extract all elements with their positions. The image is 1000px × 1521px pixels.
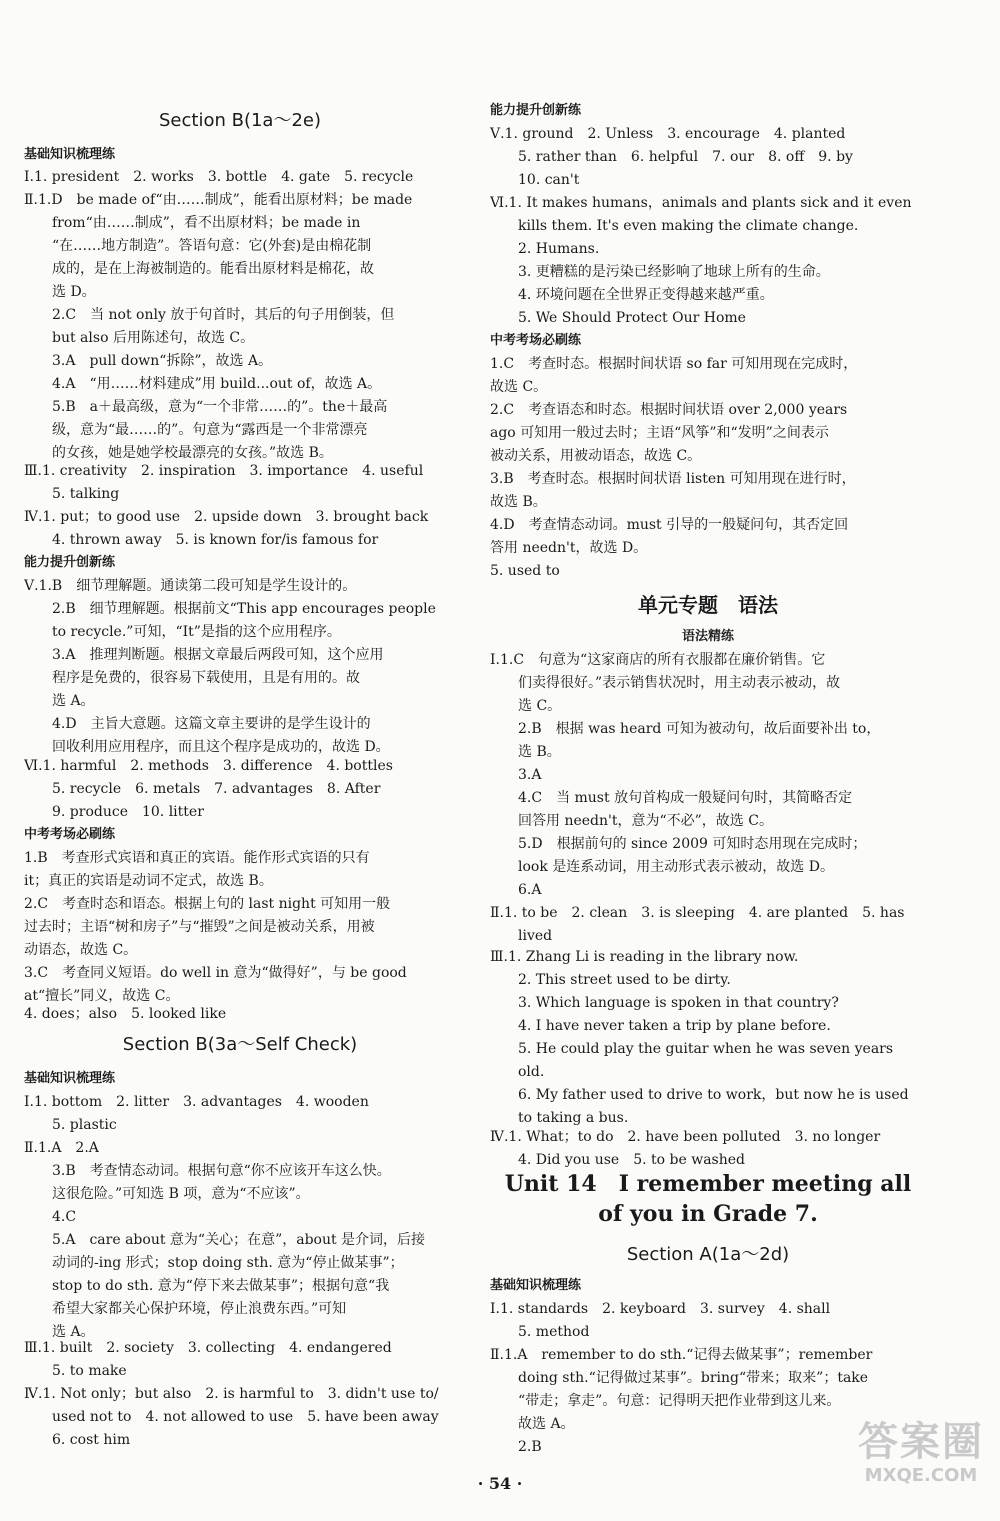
text-line: Ⅱ.1. to be 2. clean 3. is sleeping 4. are planted 5. has	[490, 905, 905, 921]
text-line: 回收利用应用程序，而且这个程序是成功的，故选 D。	[52, 739, 390, 755]
text-line: 选 A。	[52, 693, 95, 709]
text-line: Ⅳ.1. What；to do 2. have been polluted 3. no longer	[490, 1129, 881, 1145]
unit-title-line: Unit 14 I remember meeting all	[504, 1171, 912, 1197]
text-line: Ⅲ.1. creativity 2. inspiration 3. importance 4. useful	[24, 463, 424, 479]
text-line: 3. Which language is spoken in that country?	[518, 995, 839, 1011]
text-line: stop to do sth. 意为“停下来去做某事”；根据句意“我	[52, 1278, 390, 1294]
text-line: 故选 A。	[518, 1416, 575, 1432]
unit-title-line: of you in Grade 7.	[598, 1201, 818, 1227]
text-line: 4. Did you use 5. to be washed	[518, 1152, 746, 1168]
text-line: Ⅳ.1. Not only；but also 2. is harmful to 3. didn't use to/	[24, 1386, 439, 1402]
text-line: 5. used to	[490, 563, 560, 579]
watermark-url: MXQE.COM	[864, 1465, 978, 1486]
text-line: Ⅱ.1.D be made of“由……制成”，能看出原材料；be made	[24, 192, 413, 208]
text-line: 过去时；主语“树和房子”与“摧毁”之间是被动关系，用被	[24, 919, 375, 935]
text-line: 5. method	[518, 1324, 590, 1340]
text-line: 5. talking	[52, 486, 120, 502]
text-line: 4.D 主旨大意题。这篇文章主要讲的是学生设计的	[52, 716, 371, 732]
text-line: 答用 needn't，故选 D。	[490, 540, 648, 556]
page-number: · 54 ·	[477, 1474, 523, 1493]
sub-head-line: 基础知识梳理练	[24, 1071, 116, 1086]
sec-title-line: Section B(3a～Self Check)	[122, 1034, 358, 1055]
text-line: Ⅰ.1. standards 2. keyboard 3. survey 4. shall	[490, 1301, 831, 1317]
text-line: 3.A pull down“拆除”，故选 A。	[52, 353, 273, 369]
text-line: 6. My father used to drive to work，but now he is used	[518, 1087, 909, 1103]
text-line: 10. can't	[518, 172, 580, 188]
sec-title-line: Section B(1a～2e)	[159, 110, 321, 131]
text-line: Ⅵ.1. It makes humans，animals and plants sick and it even	[490, 195, 912, 211]
text-line: Ⅲ.1. Zhang Li is reading in the library now.	[490, 949, 799, 965]
text-line: 4. 环境问题在全世界正变得越来越严重。	[518, 287, 774, 303]
text-line: 1.C 考查时态。根据时间状语 so far 可知用现在完成时，	[490, 356, 858, 372]
text-line: Ⅱ.1.A 2.A	[24, 1140, 99, 1156]
text-line: 成的，是在上海被制造的。能看出原材料是棉花，故	[52, 261, 374, 277]
text-line: Ⅰ.1. president 2. works 3. bottle 4. gate 5. recycle	[24, 169, 414, 185]
text-line: 2.C 当 not only 放于句首时，其后的句子用倒装，但	[52, 307, 395, 323]
text-line: 这很危险。”可知选 B 项，意为“不应该”。	[52, 1186, 310, 1202]
text-line: Ⅴ.1.B 细节理解题。通读第二段可知是学生设计的。	[24, 578, 357, 594]
text-line: 级，意为“最……的”。句意为“露西是一个非常漂亮	[52, 422, 368, 438]
text-line: to taking a bus.	[518, 1110, 629, 1126]
text-line: 2.C 考查语态和时态。根据时间状语 over 2,000 years	[490, 402, 848, 418]
sub-head-line: 基础知识梳理练	[490, 1278, 582, 1293]
text-line: 2.B 细节理解题。根据前文“This app encourages people	[52, 601, 436, 617]
watermark-logo	[858, 1419, 984, 1505]
text-line: 4. I have never taken a trip by plane before.	[518, 1018, 831, 1034]
text-line: 3.A 推理判断题。根据文章最后两段可知，这个应用	[52, 647, 384, 663]
text-line: “带走；拿走”。句意：记得明天把作业带到这儿来。	[518, 1393, 841, 1409]
text-line: 5.D 根据前句的 since 2009 可知时态用现在完成时；	[518, 836, 867, 852]
text-line: it；真正的宾语是动词不定式，故选 B。	[24, 873, 273, 889]
text-line: 回答用 needn't，意为“不必”，故选 C。	[518, 813, 773, 829]
text-line: 4.A “用……材料建成”用 build...out of，故选 A。	[52, 376, 382, 392]
text-line: 3.B 考查情态动词。根据句意“你不应该开车这么快。	[52, 1163, 391, 1179]
text-line: 4. thrown away 5. is known for/is famous for	[52, 532, 379, 548]
text-line: Ⅳ.1. put；to good use 2. upside down 3. brought back	[24, 509, 429, 525]
text-line: “在……地方制造”。答语句意：它(外套)是由棉花制	[52, 238, 372, 254]
text-line: 2.B	[518, 1439, 542, 1455]
text-line: 故选 B。	[490, 494, 547, 510]
text-line: from“由……制成”，看不出原材料；be made in	[52, 215, 361, 231]
text-line: 选 A。	[52, 1324, 95, 1340]
text-line: 1.B 考查形式宾语和真正的宾语。能作形式宾语的只有	[24, 850, 370, 866]
text-line: 选 D。	[52, 284, 96, 300]
text-line: 5. We Should Protect Our Home	[518, 310, 746, 326]
text-line: 5. plastic	[52, 1117, 117, 1133]
text-line: 的女孩，她是她学校最漂亮的女孩。”故选 B。	[52, 445, 333, 461]
text-line: kills them. It's even making the climate change.	[518, 218, 859, 234]
text-line: 5. recycle 6. metals 7. advantages 8. After	[52, 781, 381, 797]
text-line: 动词的-ing 形式；stop doing sth. 意为“停止做某事”；	[52, 1255, 404, 1271]
text-line: but also 后用陈述句，故选 C。	[52, 330, 255, 346]
text-line: 4. does；also 5. looked like	[24, 1006, 227, 1022]
text-line: 程序是免费的，很容易下载使用，且是有用的。故	[52, 670, 360, 686]
text-line: 们卖得很好。”表示销售状况时，用主动表示被动，故	[518, 675, 841, 691]
text-line: at“擅长”同义，故选 C。	[24, 988, 180, 1004]
text-line: old.	[518, 1064, 545, 1080]
text-line: 3. 更糟糕的是污染已经影响了地球上所有的生命。	[518, 264, 830, 280]
text-line: 5.A care about 意为“关心；在意”，about 是介词，后接	[52, 1232, 426, 1248]
text-line: 9. produce 10. litter	[52, 804, 204, 820]
text-line: 动语态，故选 C。	[24, 942, 138, 958]
text-line: 6.A	[518, 882, 542, 898]
text-line: 5. rather than 6. helpful 7. our 8. off 9. by	[518, 149, 853, 165]
text-line: look 是连系动词，用主动形式表示被动，故选 D。	[518, 859, 834, 875]
text-line: 希望大家都关心保护环境，停止浪费东西。”可知	[52, 1301, 347, 1317]
text-line: 5.B a＋最高级，意为“一个非常……的”。the＋最高	[52, 399, 388, 415]
text-line: ago 可知用一般过去时；主语“风筝”和“发明”之间表示	[490, 425, 829, 441]
text-line: 故选 C。	[490, 379, 548, 395]
sub-head-line: 中考考场必刷练	[490, 333, 582, 348]
text-line: 选 C。	[518, 698, 562, 714]
sub-head-line: 能力提升创新练	[24, 555, 116, 570]
text-line: 6. cost him	[52, 1432, 131, 1448]
sec-title-line: Section A(1a～2d)	[626, 1244, 790, 1265]
text-line: 4.C	[52, 1209, 77, 1225]
text-line: 5. He could play the guitar when he was seven years	[518, 1041, 894, 1057]
text-line: Ⅰ.1.C 句意为“这家商店的所有衣服都在廉价销售。它	[490, 652, 826, 668]
center-bold-line: 语法精练	[681, 629, 734, 644]
text-line: 2. This street used to be dirty.	[518, 972, 731, 988]
text-line: Ⅵ.1. harmful 2. methods 3. difference 4. bottles	[24, 758, 393, 774]
text-line: used not to 4. not allowed to use 5. have been away	[52, 1409, 439, 1425]
text-line: 2.B 根据 was heard 可知为被动句，故后面要补出 to，	[518, 721, 881, 737]
text-line: Ⅰ.1. bottom 2. litter 3. advantages 4. wooden	[24, 1094, 369, 1110]
watermark-text: 答案圈	[858, 1419, 984, 1465]
center-bold-line: 单元专题 语法	[638, 593, 778, 617]
text-line: Ⅴ.1. ground 2. Unless 3. encourage 4. planted	[490, 126, 846, 142]
text-line: doing sth.“记得做过某事”。bring“带来；取来”；take	[518, 1370, 869, 1386]
text-line: 4.D 考查情态动词。must 引导的一般疑问句，其否定回	[490, 517, 849, 533]
text-line: 3.C 考查同义短语。do well in 意为“做得好”，与 be good	[24, 965, 407, 981]
text-line: 2. Humans.	[518, 241, 600, 257]
sub-head-line: 基础知识梳理练	[24, 147, 116, 162]
text-line: 3.B 考查时态。根据时间状语 listen 可知用现在进行时，	[490, 471, 856, 487]
text-line: 5. to make	[52, 1363, 127, 1379]
text-line: Ⅱ.1.A remember to do sth.“记得去做某事”；remember	[490, 1347, 873, 1363]
text-line: 2.C 考查时态和语态。根据上句的 last night 可知用一般	[24, 896, 391, 912]
text-line: Ⅲ.1. built 2. society 3. collecting 4. endangered	[24, 1340, 392, 1356]
sub-head-line: 能力提升创新练	[490, 103, 582, 118]
text-line: lived	[518, 928, 553, 944]
text-line: to recycle.”可知，“It”是指的这个应用程序。	[52, 624, 341, 640]
text-line: 3.A	[518, 767, 542, 783]
text-line: 选 B。	[518, 744, 561, 760]
text-line: 被动关系，用被动语态，故选 C。	[490, 448, 702, 464]
text-line: 4.C 当 must 放句首构成一般疑问句时，其简略否定	[518, 790, 853, 806]
sub-head-line: 中考考场必刷练	[24, 827, 116, 842]
